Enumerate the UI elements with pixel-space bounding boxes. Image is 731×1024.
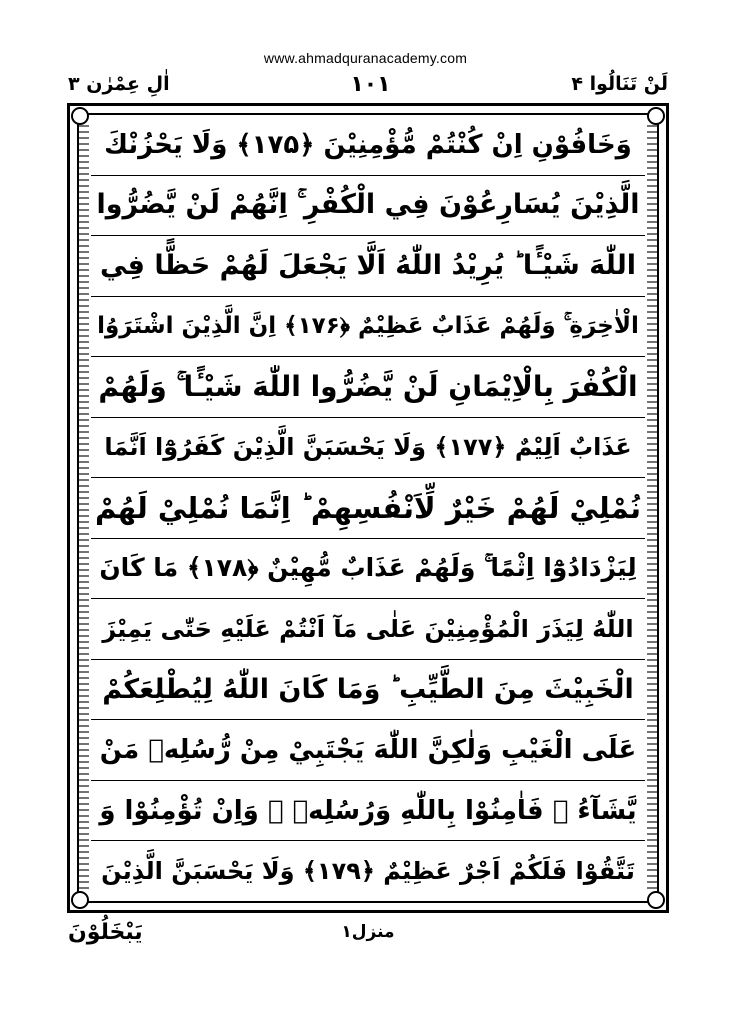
verse-lines xyxy=(91,115,645,901)
website-url[interactable]: www.ahmadquranacademy.com xyxy=(263,50,468,66)
verse-line-1: وَخَافُوْنِ اِنْ كُنْتُمْ مُّؤْمِنِيْنَ ﴿۱۷۵﴾ وَلَا يَحْزُنْكَ xyxy=(91,115,645,176)
page-footer xyxy=(68,918,668,958)
verse-line-2: الَّذِيْنَ يُسَارِعُوْنَ فِي الْكُفْرِ ۚ اِنَّهُمْ لَنْ يَّضُرُّوا xyxy=(91,176,645,237)
verse-line-11: عَلَى الْغَيْبِ وَلٰكِنَّ اللّٰهَ يَجْتَبِيْ مِنْ رُّسُلِهٖ مَنْ xyxy=(91,720,645,781)
verse-line-12: يَّشَآءُ ۠ فَاٰمِنُوْا بِاللّٰهِ وَرُسُلِهٖ ۚ وَاِنْ تُؤْمِنُوْا وَ xyxy=(91,781,645,842)
text-panel xyxy=(77,113,659,903)
manzil-label: منزل۱ xyxy=(341,922,395,942)
verse-line-6: عَذَابٌ اَلِيْمٌ ﴿۱۷۷﴾ وَلَا يَحْسَبَنَّ الَّذِيْنَ كَفَرُوْٓا اَنَّمَا xyxy=(91,418,645,479)
catchword: يَبْخَلُوْنَ xyxy=(68,920,143,945)
verse-line-10: الْخَبِيْثَ مِنَ الطَّيِّبِ ؕ وَمَا كَانَ اللّٰهُ لِيُطْلِعَكُمْ xyxy=(91,660,645,721)
verse-line-13: تَتَّقُوْا فَلَكُمْ اَجْرٌ عَظِيْمٌ ﴿۱۷۹﴾ وَلَا يَحْسَبَنَّ الَّذِيْنَ xyxy=(101,857,635,886)
verse-line-5: الْكُفْرَ بِالْاِيْمَانِ لَنْ يَّضُرُّوا اللّٰهَ شَيْـًٔا ۚ وَلَهُمْ xyxy=(91,357,645,418)
surah-name: اٰلِ عِمْرٰن ۳ xyxy=(68,73,170,95)
page-header xyxy=(68,70,668,98)
juz-name: لَنْ تَنَالُوا ۴ xyxy=(571,73,668,95)
page-number: ۱۰۱ xyxy=(350,71,391,97)
verse-line-4: الْاٰخِرَةِ ۚ وَلَهُمْ عَذَابٌ عَظِيْمٌ ﴿۱۷۶﴾ اِنَّ الَّذِيْنَ اشْتَرَوُا xyxy=(91,297,645,358)
corner-ornament-icon xyxy=(71,891,89,909)
corner-ornament-icon xyxy=(647,107,665,125)
border-ornament-left xyxy=(79,125,89,891)
verse-line-9: اللّٰهُ لِيَذَرَ الْمُؤْمِنِيْنَ عَلٰى مَآ اَنْتُمْ عَلَيْهِ حَتّٰى يَمِيْزَ xyxy=(91,599,645,660)
verse-line-7: نُمْلِيْ لَهُمْ خَيْرٌ لِّاَنْفُسِهِمْ ؕ اِنَّمَا نُمْلِيْ لَهُمْ xyxy=(91,478,645,539)
verse-line-3: اللّٰهَ شَيْـًٔا ؕ يُرِيْدُ اللّٰهُ اَلَّا يَجْعَلَ لَهُمْ حَظًّا فِي xyxy=(91,236,645,297)
corner-ornament-icon xyxy=(71,107,89,125)
corner-ornament-icon xyxy=(647,891,665,909)
ornamental-border-frame xyxy=(67,103,669,913)
verse-line-8: لِيَزْدَادُوْٓا اِثْمًا ۚ وَلَهُمْ عَذَابٌ مُّهِيْنٌ ﴿۱۷۸﴾ مَا كَانَ xyxy=(91,539,645,600)
border-ornament-right xyxy=(647,125,657,891)
